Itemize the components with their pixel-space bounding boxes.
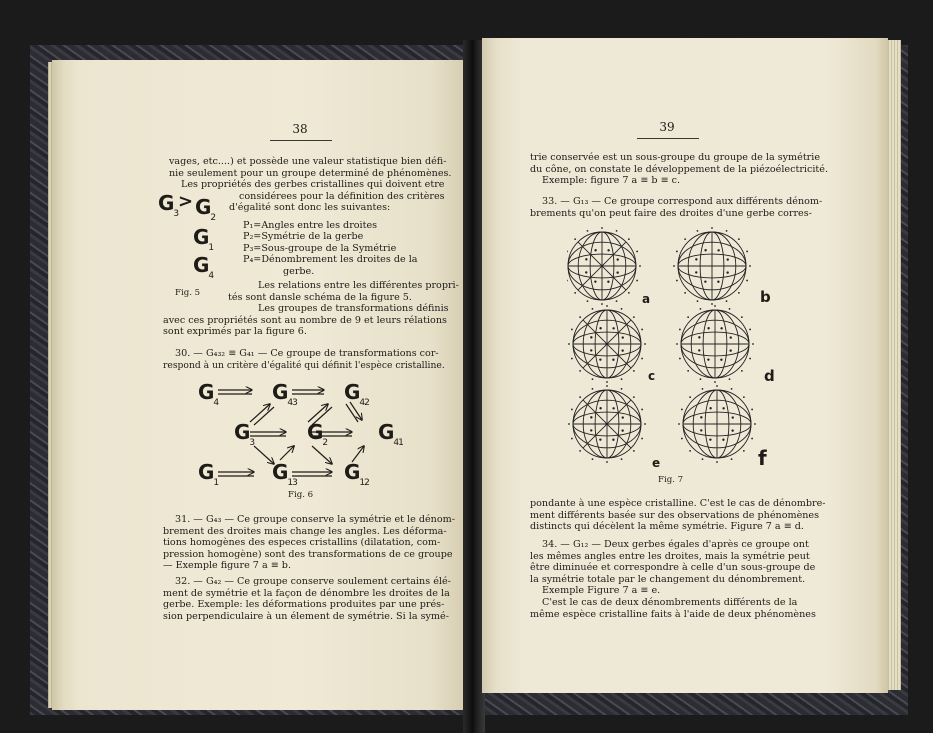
text-line: Les relations entre les différentes propri- — [258, 280, 459, 291]
text-line: tions homogènes des especes cristallins (dilatation, com- — [163, 537, 441, 549]
text-line: 33. — G₁₃ — Ce groupe correspond aux différents dénom- — [542, 196, 823, 207]
property-item: P₁=Angles entre les droites — [243, 220, 378, 231]
text-line: Les propriétés des gerbes cristallines qui doivent etre — [181, 179, 445, 191]
fig6-arrow — [280, 446, 294, 460]
right-page — [482, 38, 888, 693]
fig6-node: $G_4$ — [198, 380, 219, 408]
text-line: être diminuée et correspondre à celle d'un sous-groupe de — [530, 562, 816, 574]
text-line: brement des droites mais change les angles. Les déforma- — [163, 525, 447, 537]
fig7-sphere — [567, 227, 641, 305]
section-33 — [530, 196, 823, 219]
section-32 — [163, 576, 453, 622]
fig7-sphere — [676, 305, 754, 383]
text-line: 32. — G₄₂ — Ce groupe conserve soulement certains élé- — [175, 576, 451, 587]
property-item: gerbe. — [283, 265, 315, 277]
text-line: C'est le cas de deux dénombrements différents de la — [542, 596, 798, 608]
text-line: ment de symétrie et la façon de dénombre les droites de la — [163, 587, 450, 599]
text-line: 34. — G₁₂ — Deux gerbes égales d'après ce groupe ont — [542, 539, 809, 550]
fig6-caption: Fig. 6 — [288, 490, 314, 500]
fig5-node: $G_3$ — [158, 191, 179, 219]
text-line: pression homogène) sont des transformations de ce groupe — [163, 548, 453, 560]
fig6-node: $G_{43}$ — [272, 380, 297, 408]
left-page — [52, 60, 465, 710]
fig7-label-c: c — [648, 369, 656, 383]
section-34 — [530, 539, 820, 620]
fig7-label-b: b — [760, 288, 771, 306]
fig5-arrow: > — [178, 191, 193, 212]
fig7-label-a: a — [642, 292, 651, 306]
fig7-sphere — [568, 385, 646, 463]
relations-text — [163, 280, 459, 338]
right-page-rule — [637, 138, 699, 139]
text-line: 31. — G₄₃ — Ce groupe conserve la symétrie et le dénom- — [175, 514, 455, 525]
right-page-number: 39 — [659, 120, 675, 134]
properties-list — [243, 220, 449, 277]
text-line: distincts qui décèlent la même symétrie. Figure 7 a ≡ d. — [530, 521, 804, 533]
fig6-arrow — [312, 446, 332, 464]
text-line: les mêmes angles entre les droites, mais la symétrie peut — [530, 550, 810, 562]
text-line: avec ces propriétés sont au nombre de 9 et leurs rélations — [163, 314, 447, 326]
text-line: du cône, on constate le développement de la piézoélectricité. — [530, 163, 829, 175]
after-fig7-text — [530, 498, 826, 533]
fig6-node: $G_2$ — [307, 420, 328, 448]
section-30 — [163, 348, 453, 371]
text-line: brements qu'on peut faire des droites d'une gerbe corres- — [530, 207, 812, 219]
fig5-node: $G_4$ — [193, 253, 214, 281]
fig6-diagram — [190, 376, 410, 496]
text-line: Les groupes de transformations définis — [258, 303, 449, 315]
text-line: même espèce cristalline faits à l'aide de deux phénomènes — [530, 608, 816, 620]
property-item: P₃=Sous-groupe de la Symétrie — [243, 242, 397, 254]
fig5-node: $G_2$ — [195, 195, 216, 223]
fig6-node: $G_3$ — [234, 420, 255, 448]
text-line: — Exemple figure 7 a ≡ b. — [163, 560, 292, 572]
fig6-node: $G_1$ — [198, 460, 219, 488]
text-line: Exemple: figure 7 a ≡ b ≡ c. — [542, 175, 681, 187]
fig7-label-e: e — [652, 456, 661, 470]
text-line: d'égalité sont donc les suivantes: — [229, 202, 391, 214]
fig7-diagram — [567, 226, 777, 476]
property-item: P₄=Dénombrement les droites de la — [243, 254, 418, 266]
text-line: sion perpendiculaire à un élement de symétrie. Si la symé- — [163, 610, 449, 622]
text-line: gerbe. Exemple: les déformations produites par une prés- — [163, 599, 445, 611]
fig7-sphere — [673, 227, 751, 305]
text-line: respond à un critère d'égalité qui définit l'espèce cristalline. — [163, 359, 445, 371]
fig6-node: $G_{42}$ — [344, 380, 369, 408]
text-line: la symétrie totale par le changement du dénombrement. — [530, 573, 806, 585]
property-item: P₂=Symétrie de la gerbe — [243, 231, 364, 243]
fig7-label-d: d — [764, 367, 775, 385]
text-line: Exemple Figure 7 a ≡ e. — [542, 585, 661, 597]
fig5-caption: Fig. 5 — [175, 288, 201, 298]
fig5-node: $G_1$ — [193, 225, 214, 253]
text-line: 30. — G₄₃₂ ≡ G₄₁ — Ce groupe de transformations cor- — [175, 348, 439, 359]
fig7-label-f: f — [758, 446, 767, 470]
fig7-caption: Fig. 7 — [658, 475, 684, 485]
text-line: vages, etc....) et possède une valeur statistique bien défi- — [169, 156, 447, 167]
fig6-node: $G_{13}$ — [272, 460, 297, 488]
fig6-node: $G_{41}$ — [378, 420, 403, 448]
right-intro — [530, 152, 829, 187]
fig6-node: $G_{12}$ — [344, 460, 369, 488]
text-line: ment différents basée sur des observations de phénomènes — [530, 509, 820, 521]
fig7-sphere — [678, 385, 756, 463]
left-page-number: 38 — [292, 122, 308, 136]
left-page-rule — [270, 140, 332, 141]
text-line: tés sont dansle schéma de la figure 5. — [228, 291, 412, 303]
section-31 — [163, 514, 453, 572]
fig6-arrow — [254, 446, 274, 464]
text-line: trie conservée est un sous-groupe du groupe de la symétrie — [530, 152, 821, 163]
text-line: pondante à une espèce cristalline. C'est le cas de dénombre- — [530, 498, 826, 509]
text-line: considérees pour la définition des critères — [239, 190, 445, 202]
fig7-sphere — [568, 305, 646, 383]
text-line: sont exprimés par la figure 6. — [163, 326, 307, 338]
text-line: nie seulement pour un groupe determiné de phénomènes. — [169, 167, 452, 179]
